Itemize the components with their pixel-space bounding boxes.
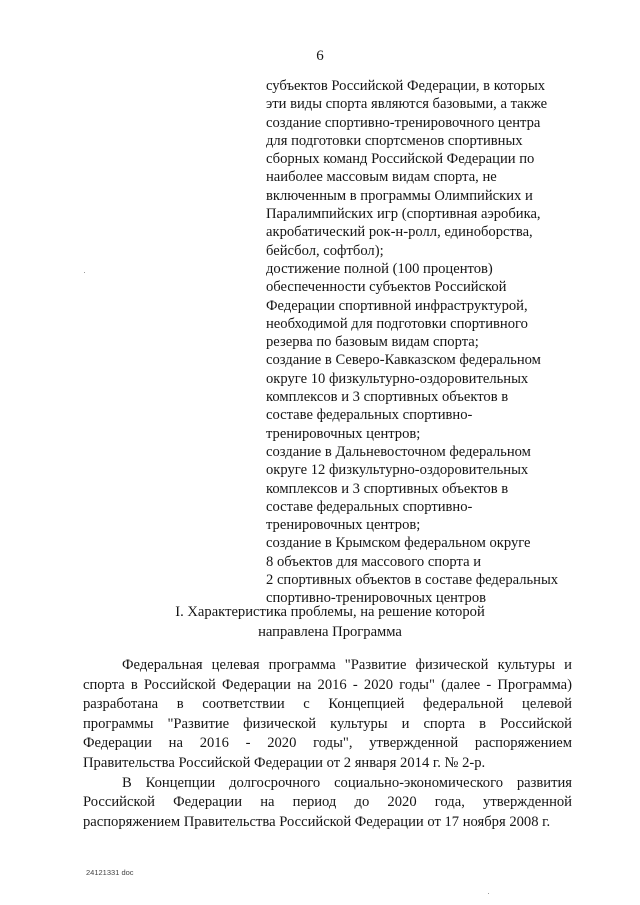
paragraph-1-line: разработана в соответствии с Концепцией федеральной целевой [83, 696, 572, 713]
page-number: 6 [316, 48, 324, 64]
list-line: 8 объектов для массового спорта и [266, 553, 482, 570]
list-line: необходимой для подготовки спортивного [266, 315, 528, 332]
program-targets-list [266, 77, 606, 608]
paragraph-2-line: В Концепции долгосрочного социально-экономического развития [122, 774, 572, 791]
section-heading [150, 602, 510, 642]
list-line: спортивно-тренировочных центров [266, 590, 487, 607]
section-heading-line-2: направлена Программа [258, 624, 402, 640]
paragraph-2-line: Российской Федерации на период до 2020 года, утвержденной [83, 794, 572, 811]
list-line: 2 спортивных объектов в составе федеральных [266, 572, 559, 589]
list-line: Паралимпийских игр (спортивная аэробика, [266, 206, 541, 223]
paragraph-1-line: Федерации на 2016 - 2020 годы", утвержденной распоряжением [83, 735, 572, 752]
list-line: наиболее массовым видам спорта, не [266, 169, 497, 186]
list-line: для подготовки спортсменов спортивных [266, 132, 523, 149]
list-line: комплексов и 3 спортивных объектов в [266, 480, 509, 497]
list-line: создание спортивно-тренировочного центра [266, 114, 541, 131]
list-line: Федерации спортивной инфраструктурой, [266, 297, 528, 314]
scan-speck [488, 893, 489, 894]
list-line: округе 12 физкультурно-оздоровительных [266, 462, 529, 479]
list-line: акробатический рок-н-ролл, единоборства, [266, 224, 533, 241]
list-line: составе федеральных спортивно- [266, 498, 473, 515]
document-file-code: 24121331 doc [86, 868, 134, 877]
paragraph-1-line: спорта в Российской Федерации на 2016 - 2020 годы" (далее - Программа) [83, 676, 572, 693]
list-line: округе 10 физкультурно-оздоровительных [266, 370, 529, 387]
list-line: создание в Крымском федеральном округе [266, 535, 531, 552]
paragraph-1-line: Правительства Российской Федерации от 2 января 2014 г. № 2-р. [83, 754, 486, 771]
section-heading-line-1: I. Характеристика проблемы, на решение которой [175, 604, 485, 620]
list-line: эти виды спорта являются базовыми, а также [266, 96, 548, 113]
list-line: включенным в программы Олимпийских и [266, 187, 533, 204]
list-line: обеспеченности субъектов Российской [266, 279, 507, 296]
paragraph-1-line: программы "Развитие физической культуры и спорта в Российской [83, 715, 572, 732]
scan-speck [84, 272, 85, 273]
list-line: создание в Северо-Кавказском федеральном [266, 352, 541, 369]
list-line: тренировочных центров; [266, 517, 421, 534]
list-line: сборных команд Российской Федерации по [266, 151, 535, 168]
paragraph-2-line: распоряжением Правительства Российской Федерации от 17 ноября 2008 г. [83, 813, 551, 830]
list-line: создание в Дальневосточном федеральном [266, 443, 531, 460]
list-line: составе федеральных спортивно- [266, 407, 473, 424]
paragraph-1-line: Федеральная целевая программа "Развитие физической культуры и [122, 657, 572, 673]
list-line: достижение полной (100 процентов) [266, 260, 493, 277]
list-line: бейсбол, софтбол); [266, 242, 384, 259]
list-line: субъектов Российской Федерации, в которых [266, 78, 546, 94]
list-line: комплексов и 3 спортивных объектов в [266, 389, 509, 406]
body-text [83, 656, 572, 832]
list-line: тренировочных центров; [266, 425, 421, 442]
list-line: резерва по базовым видам спорта; [266, 334, 479, 351]
